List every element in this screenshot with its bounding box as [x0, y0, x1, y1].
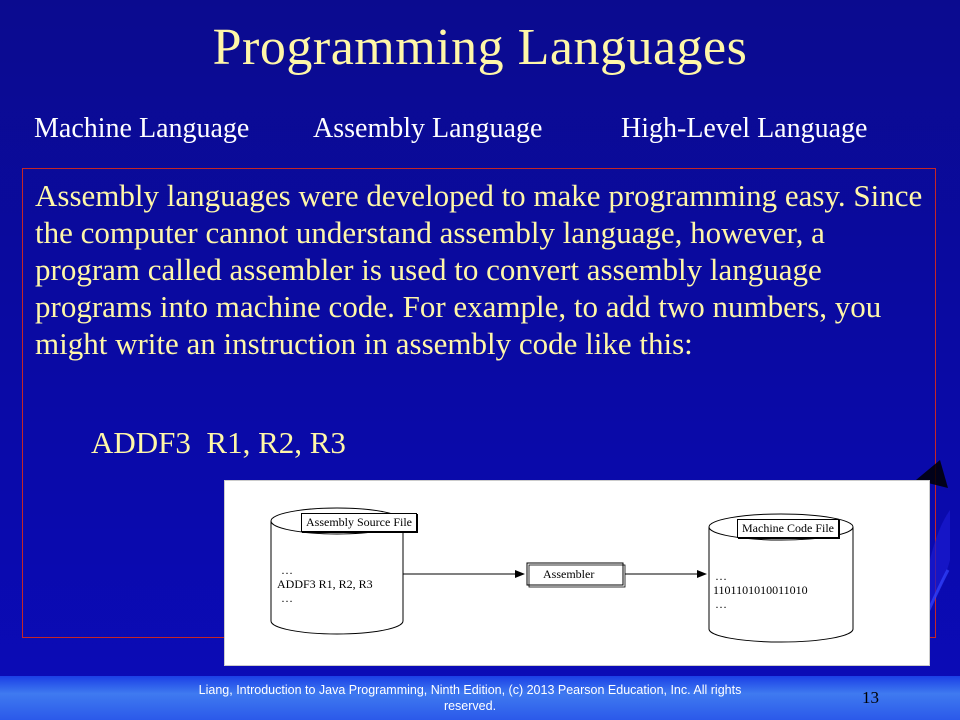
source-line-1: …	[281, 563, 293, 577]
slide-title: Programming Languages	[212, 19, 748, 76]
source-line-2: ADDF3 R1, R2, R3	[277, 577, 373, 591]
tab-high-level-language[interactable]: High-Level Language	[621, 113, 868, 144]
tab-assembly-language[interactable]: Assembly Language	[313, 113, 543, 144]
body-paragraph: Assembly languages were developed to make programming easy. Since the computer cannot understand assembly language, however, a program called assembler is used to convert assembly language programs into machine code. For example, to add two numbers, you might write an instruction in assembly code like this:	[35, 178, 923, 361]
target-line-1: …	[715, 569, 727, 583]
language-tabs	[34, 113, 940, 153]
source-file-label: Assembly Source File	[301, 513, 417, 532]
footer-bar	[0, 676, 960, 720]
assembler-label: Assembler	[543, 567, 595, 581]
source-line-3: …	[281, 591, 293, 605]
code-example: ADDF3 R1, R2, R3	[91, 425, 346, 460]
machine-code-file-label: Machine Code File	[737, 519, 839, 538]
target-line-2: 1101101010011010	[713, 583, 808, 597]
tab-machine-language[interactable]: Machine Language	[34, 113, 250, 144]
target-line-3: …	[715, 597, 727, 611]
page-number: 13	[862, 688, 879, 707]
footer-citation: Liang, Introduction to Java Programming, Ninth Edition, (c) 2013 Pearson Education, Inc. All rights reserved.	[198, 683, 742, 713]
assembler-diagram	[224, 480, 930, 666]
